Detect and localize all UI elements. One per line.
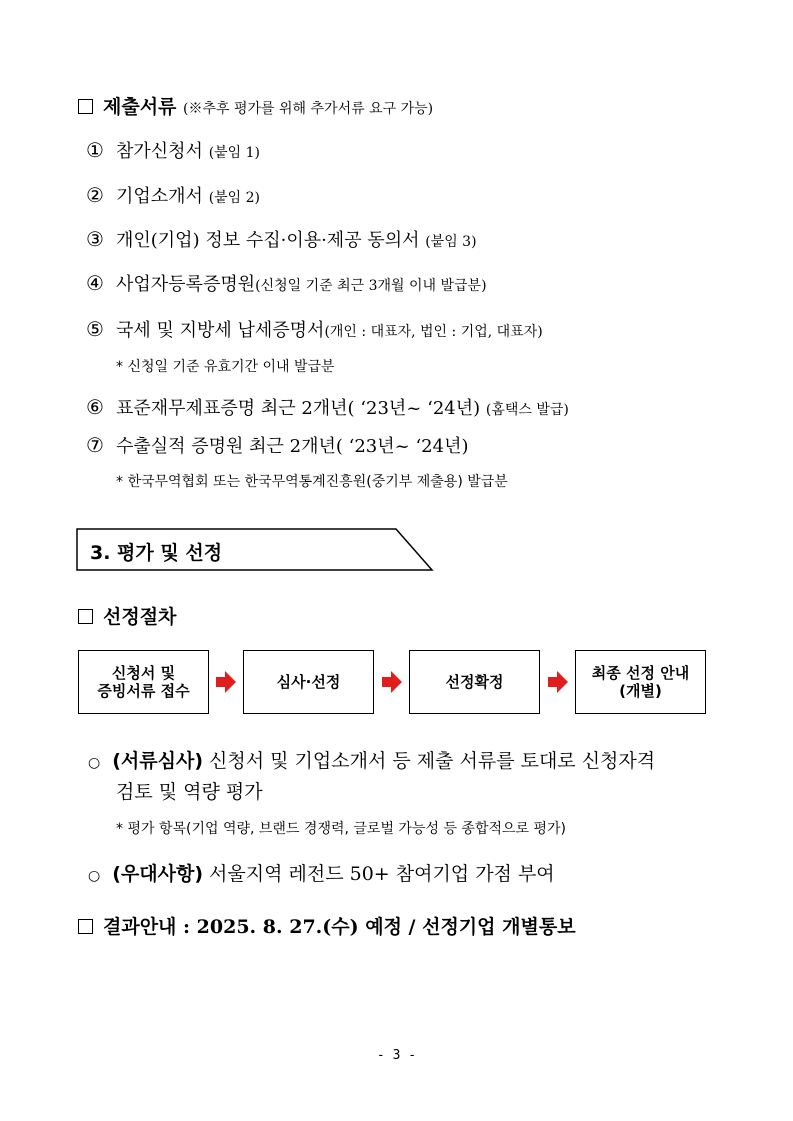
step-line: 신청서 및 — [111, 664, 176, 682]
item-number: ④ — [86, 271, 104, 295]
doc-item-2 — [86, 182, 260, 208]
preference-text: 서울지역 레전드 50+ 참여기업 가점 부여 — [203, 863, 555, 885]
review-label: (서류심사) — [112, 750, 204, 772]
checkbox-square-icon — [78, 99, 93, 114]
item-text: 표준재무제표증명 최근 2개년( ‘23년~ ‘24년) — [116, 398, 481, 419]
process-step-4 — [575, 650, 706, 714]
doc-item-7-note: * 한국무역협회 또는 한국무역통계진흥원(중기부 제출용) 발급분 — [116, 474, 508, 490]
item-sub: (신청일 기준 최근 3개월 이내 발급분) — [255, 278, 487, 294]
process-step-2 — [243, 650, 374, 714]
item-text: 사업자등록증명원 — [116, 274, 256, 295]
step-line: 심사·선정 — [276, 673, 341, 691]
doc-item-5 — [86, 316, 543, 342]
preference-label: (우대사항) — [112, 863, 204, 885]
doc-item-4 — [86, 270, 487, 296]
docs-heading-label: 제출서류 — [103, 96, 177, 118]
arrow-right-icon — [382, 671, 402, 693]
item-sub: (붙임 3) — [425, 234, 477, 250]
item-sub: (붙임 2) — [208, 190, 261, 206]
page-number: - 3 - — [376, 1048, 417, 1063]
review-text: 신청서 및 기업소개서 등 제출 서류를 토대로 신청자격 — [203, 750, 656, 772]
docs-heading — [78, 92, 433, 119]
process-heading — [78, 602, 176, 629]
section-title: 3. 평가 및 선정 — [90, 542, 223, 564]
item-text: 참가신청서 — [116, 141, 203, 162]
doc-item-5-note: * 신청일 기준 유효기간 이내 발급분 — [116, 359, 335, 375]
doc-item-1 — [86, 137, 260, 163]
item-text: 기업소개서 — [116, 186, 203, 207]
item-number: ③ — [86, 227, 104, 251]
item-text: 국세 및 지방세 납세증명서 — [116, 320, 325, 341]
process-heading-label: 선정절차 — [103, 606, 177, 628]
item-sub: (홈택스 발급) — [485, 402, 569, 418]
arrow-right-icon — [548, 671, 568, 693]
result-text: 결과안내 : 2025. 8. 27.(수) 예정 / 선정기업 개별통보 — [103, 916, 576, 938]
step-line: 최종 선정 안내 — [591, 664, 690, 682]
checkbox-square-icon — [78, 609, 93, 624]
item-sub: (붙임 1) — [208, 145, 261, 161]
item-sub: (개인 : 대표자, 법인 : 기업, 대표자) — [324, 324, 543, 340]
docs-heading-note: (※추후 평가를 위해 추가서류 요구 가능) — [183, 101, 434, 117]
doc-item-3 — [86, 226, 477, 252]
circle-bullet-icon: ○ — [88, 868, 101, 884]
review-criteria-line-1 — [88, 746, 655, 773]
review-text-continued: 검토 및 역량 평가 — [116, 781, 263, 803]
item-text: 수출실적 증명원 최근 2개년( ‘23년~ ‘24년) — [116, 436, 469, 457]
step-line: 선정확정 — [445, 673, 504, 691]
process-step-1 — [78, 650, 209, 714]
checkbox-square-icon — [78, 919, 93, 934]
process-step-3 — [409, 650, 540, 714]
preference-line — [88, 859, 555, 886]
result-heading — [78, 912, 576, 939]
item-number: ① — [86, 138, 104, 162]
step-line: (개별) — [619, 682, 662, 700]
doc-item-6 — [86, 394, 569, 420]
doc-item-7 — [86, 432, 468, 458]
arrow-right-icon — [216, 671, 236, 693]
item-number: ⑦ — [86, 433, 104, 457]
item-number: ② — [86, 183, 104, 207]
review-note: * 평가 항목(기업 역량, 브랜드 경쟁력, 글로벌 가능성 등 종합적으로 평가) — [116, 821, 566, 837]
step-line: 증빙서류 접수 — [97, 682, 190, 700]
item-number: ⑥ — [86, 395, 104, 419]
item-number: ⑤ — [86, 317, 104, 341]
circle-bullet-icon: ○ — [88, 755, 101, 771]
item-text: 개인(기업) 정보 수집·이용·제공 동의서 — [116, 230, 420, 251]
